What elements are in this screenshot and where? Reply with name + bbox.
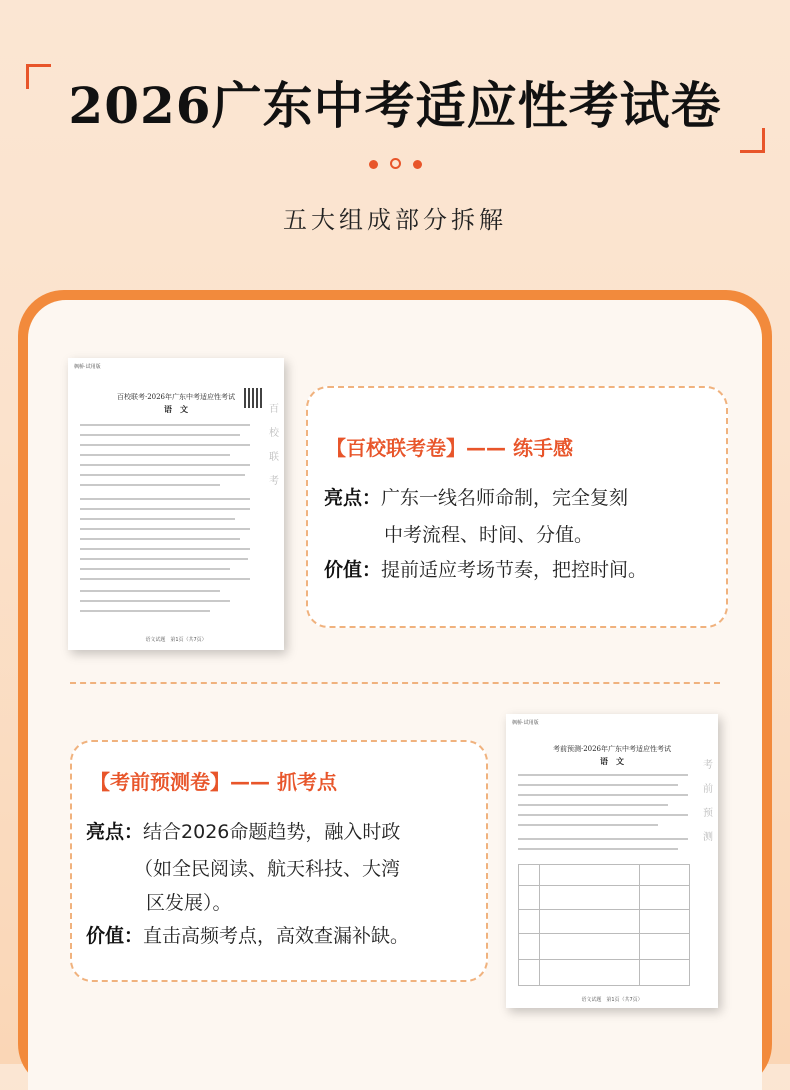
- text-line: [518, 794, 688, 796]
- highlight-row: [86, 816, 400, 849]
- text-line: [518, 848, 678, 850]
- card-title: 【百校联考卷】—— 练手感: [326, 436, 573, 460]
- highlight-label: 亮点：: [324, 487, 382, 509]
- info-card-yuce: [70, 740, 488, 982]
- text-line: [80, 528, 250, 530]
- text-line: [80, 424, 250, 426]
- exam-paper-thumbnail-2: [506, 714, 718, 1008]
- text-line: [80, 548, 250, 550]
- text-line: [80, 454, 230, 456]
- highlight-text: 结合2026命题趋势，融入时政: [143, 821, 401, 843]
- info-card-baixiao: [306, 386, 728, 628]
- value-text: 提前适应考场节奏，把控时间。: [381, 559, 648, 581]
- text-line: [80, 464, 250, 466]
- decorative-dots: [0, 158, 790, 169]
- highlight-continuation: 中考流程、时间、分值。: [384, 524, 594, 546]
- value-row: [86, 920, 409, 953]
- text-line: [80, 484, 220, 486]
- text-line: [80, 578, 250, 580]
- text-line: [518, 784, 678, 786]
- text-line: [518, 814, 688, 816]
- text-line: [80, 558, 248, 560]
- text-line: [518, 804, 668, 806]
- text-line: [80, 518, 235, 520]
- table-rule: [519, 959, 689, 960]
- text-line: [80, 600, 230, 602]
- dot-icon: [369, 160, 378, 169]
- page-subtitle: 五大组成部分拆解: [283, 206, 507, 234]
- paper-title: 考前预测·2026年广东中考适应性考试: [552, 745, 672, 753]
- paper-tag: 枫桥·试用版: [74, 364, 101, 370]
- paper-table: [518, 864, 690, 986]
- text-line: [80, 434, 240, 436]
- table-rule: [519, 885, 689, 886]
- value-text: 直击高频考点，高效查漏补缺。: [143, 925, 410, 947]
- paper-tag: 枫桥·试用版: [512, 720, 539, 726]
- table-rule: [639, 865, 640, 985]
- paper-subject: 语 文: [164, 404, 188, 414]
- paper-title: 百校联考·2026年广东中考适应性考试: [116, 393, 236, 401]
- text-line: [518, 838, 688, 840]
- text-line: [80, 610, 210, 612]
- exam-paper-thumbnail-1: [68, 358, 284, 650]
- text-line: [80, 508, 250, 510]
- dot-icon: [413, 160, 422, 169]
- paper-side-text: 百 校 联 考: [269, 404, 279, 487]
- text-line: [80, 590, 220, 592]
- highlight-label: 亮点：: [86, 821, 144, 843]
- card-title: 【考前预测卷】—— 抓考点: [90, 770, 337, 794]
- highlight-row: [324, 482, 628, 515]
- highlight-continuation: （如全民阅读、航天科技、大湾: [134, 858, 401, 880]
- paper-subject: 语 文: [600, 756, 624, 766]
- qr-code-icon: [244, 388, 264, 408]
- table-rule: [539, 865, 540, 985]
- value-label: 价值：: [86, 925, 144, 947]
- text-line: [518, 774, 688, 776]
- page-title: 2026广东中考适应性考试卷: [68, 76, 722, 135]
- paper-side-text: 考 前 预 测: [703, 760, 713, 843]
- text-line: [518, 824, 658, 826]
- text-line: [80, 538, 240, 540]
- text-line: [80, 444, 250, 446]
- paper-footer: 语文试题 第1页（共7页）: [581, 997, 643, 1003]
- text-line: [80, 474, 245, 476]
- section-divider: [70, 682, 720, 684]
- highlight-continuation: 区发展）。: [146, 892, 232, 914]
- value-label: 价值：: [324, 559, 382, 581]
- value-row: [324, 554, 647, 587]
- text-line: [80, 498, 250, 500]
- highlight-text: 广东一线名师命制，完全复刻: [381, 487, 629, 509]
- table-rule: [519, 909, 689, 910]
- text-line: [80, 568, 230, 570]
- dot-hollow-icon: [390, 158, 401, 169]
- paper-footer: 语文试题 第1页（共7页）: [145, 637, 207, 643]
- table-rule: [519, 933, 689, 934]
